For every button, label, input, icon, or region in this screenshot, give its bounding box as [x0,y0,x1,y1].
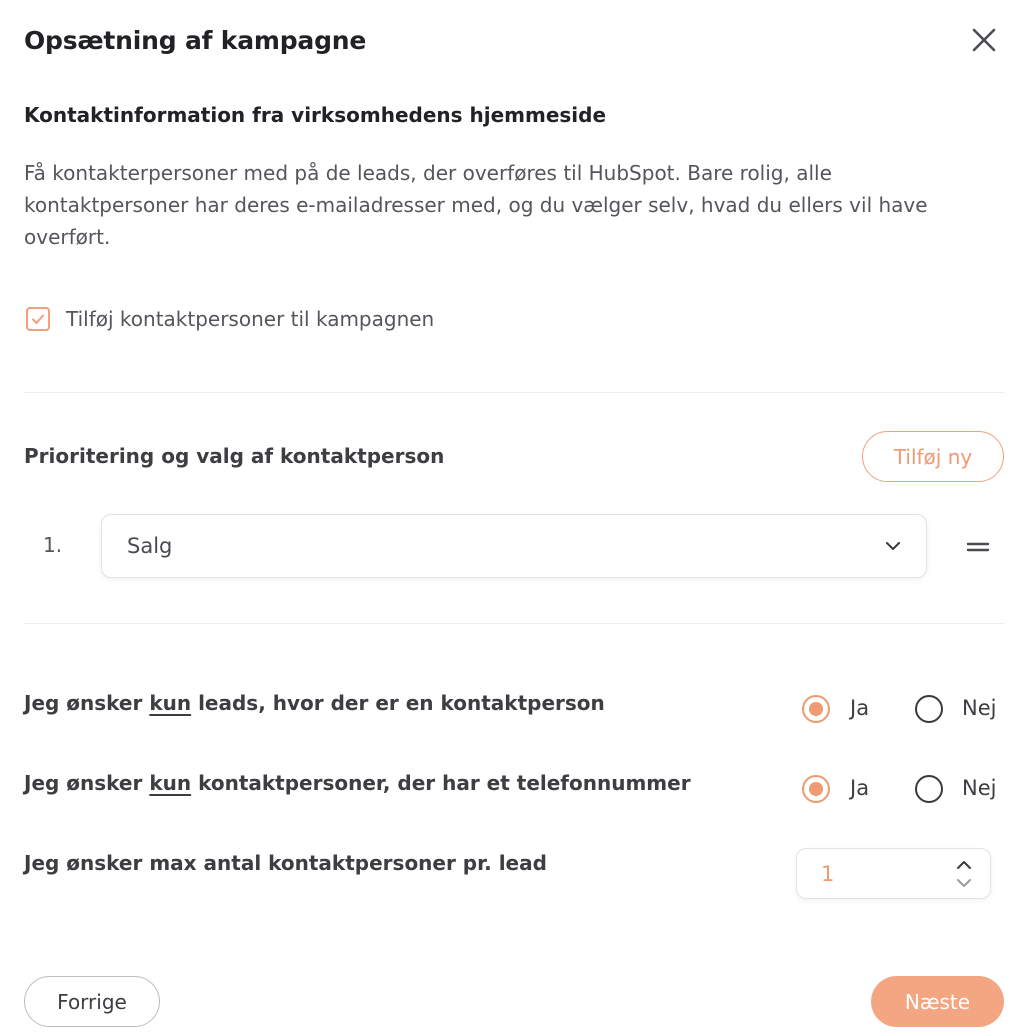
chevron-down-icon [884,537,902,555]
close-button[interactable] [970,26,998,54]
modal-title: Opsætning af kampagne [24,26,367,55]
next-button[interactable]: Næste [871,976,1004,1027]
check-icon [30,311,46,327]
label-prefix: Jeg ønsker [24,771,150,795]
select-value: Salg [127,534,173,558]
radio-no-label: Nej [962,776,997,800]
label-prefix: Jeg ønsker [24,691,150,715]
add-contacts-checkbox-row[interactable] [26,305,434,333]
radio-yes-label: Ja [850,696,870,720]
drag-handle[interactable] [966,539,990,553]
max-contacts-input[interactable] [796,848,991,899]
radio-yes[interactable] [802,775,830,803]
close-icon [970,26,998,54]
label-suffix: kontaktpersoner, der har et telefonnummer [191,771,691,795]
drag-handle-icon [966,540,990,554]
divider [24,623,1004,624]
add-contacts-label: Tilføj kontaktpersoner til kampagnen [66,307,435,331]
only-contacts-with-phone-label [24,771,691,795]
modal-header [24,22,1004,62]
contact-info-description: Få kontakterpersoner med på de leads, der overføres til HubSpot. Bare rolig, alle kontaktpersoner har deres e-mailadresser med, og du vælger selv, hvad du ellers vil have overført. [24,161,928,249]
radio-no-label: Nej [962,696,997,720]
label-emphasis: kun [149,691,192,715]
only-leads-with-contact-label [24,691,605,715]
label-emphasis: kun [149,771,192,795]
priority-number: 1. [43,533,63,557]
radio-no[interactable] [915,695,943,723]
max-contacts-label: Jeg ønsker max antal kontaktpersoner pr. lead [24,851,547,875]
radio-yes-label: Ja [850,776,870,800]
max-contacts-value: 1 [821,862,835,886]
label-suffix: leads, hvor der er en kontaktperson [191,691,605,715]
contact-role-select[interactable] [101,514,927,578]
add-contacts-checkbox[interactable] [26,307,50,331]
radio-no[interactable] [915,775,943,803]
divider [24,392,1004,393]
add-new-button[interactable]: Tilføj ny [862,431,1004,482]
contact-info-heading: Kontaktinformation fra virksomhedens hjemmeside [24,103,607,127]
radio-yes[interactable] [802,695,830,723]
stepper-icon[interactable] [955,857,973,891]
previous-button[interactable]: Forrige [24,976,160,1027]
priority-heading: Prioritering og valg af kontaktperson [24,444,445,468]
